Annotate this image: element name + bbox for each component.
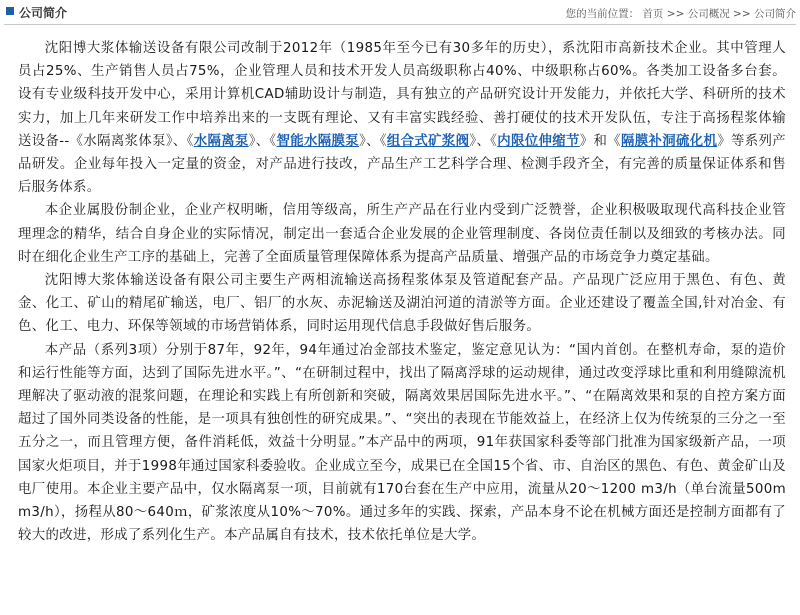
section-header <box>4 2 796 25</box>
breadcrumb-home-link[interactable]: 首页 <box>642 8 664 20</box>
product-link-vulcanizer[interactable]: 隔膜补洞硫化机 <box>621 133 718 149</box>
product-link-smart-diaphragm-pump[interactable]: 智能水隔膜泵 <box>276 133 360 149</box>
management-paragraph: 本企业属股份制企业，企业产权明晰，信用等级高，所生产产品在行业内受到广泛赞誉，企业积极吸取现代高科技企业管理理念的精华，结合自身企业的实际情况，制定出一套适合企业发展的企业管理制度、各岗位责任制以及细致的考核办法。同时在细化企业生产工序的基础上，完善了全面质量管理保障体系为提高产品质量、增强产品的市场竞争力奠定基础。 <box>18 203 786 265</box>
breadcrumb-current: 公司简介 <box>754 8 796 20</box>
breadcrumb-separator: >> <box>729 8 754 20</box>
page-title: 公司简介 <box>19 6 68 20</box>
products-paragraph: 沈阳博大浆体输送设备有限公司主要生产两相流输送高扬程浆体泵及管道配套产品。产品现广泛应用于黑色、有色、黄金、化工、矿山的精尾矿输送，电厂、铝厂的水灰、赤泥输送及湖泊河道的清淤等方面。企业还建设了覆盖全国,针对冶金、有色、化工、电力、环保等领域的市场营销体系，同时运用现代信息手段做好售后服务。 <box>18 273 786 335</box>
intro-paragraph <box>18 37 786 199</box>
product-link-expansion-joint[interactable]: 内限位伸缩节 <box>497 133 580 149</box>
intro-text: 》和《 <box>579 133 622 149</box>
company-profile-content <box>0 25 800 547</box>
intro-text: 》、《 <box>359 133 387 149</box>
intro-text: 》等系列产品研发。企业每年投入一定量的资金，对产品进行技改，产品生产工艺科学合理、检测手段齐全，有完善的质量保证体系和售后服务体系。 <box>18 133 787 196</box>
section-bullet-icon <box>6 7 14 15</box>
breadcrumb-separator: >> <box>663 8 688 20</box>
intro-text: 》、《 <box>248 133 277 149</box>
breadcrumb <box>566 6 796 21</box>
breadcrumb-overview-link[interactable]: 公司概况 <box>687 8 730 20</box>
product-link-slurry-valve[interactable]: 组合式矿浆阀 <box>386 133 470 149</box>
product-link-water-isolation-pump[interactable]: 水隔离泵 <box>193 133 249 149</box>
intro-text: 》、《 <box>469 133 498 149</box>
breadcrumb-prefix: 您的当前位置： <box>565 8 640 20</box>
intro-text: 沈阳博大浆体输送设备有限公司改制于2012年（1985年至今已有30多年的历史），系沈阳市高新技术企业。其中管理人员占25%、生产销售人员占75%，企业管理人员和技术开发人员高级职称占40%、中级职称占60%。各类加工设备多台套。设有专业级科技开发中心，采用计算机CAD辅助设计与制造，具有独立的产品研究设计开发能力，并依托大学、科研所的技术实力，加上几年来研发工作中培养出来的一支既有理论、又有丰富实践经验、善打硬仗的技术开发队伍，专注于高扬程浆体输送设备--《水隔离浆体泵》、《 <box>18 41 786 149</box>
achievements-paragraph: 本产品（系列3项）分别于87年，92年，94年通过冶金部技术鉴定，鉴定意见认为：“国内首创。在整机寿命，泵的造价和运行性能等方面，达到了国际先进水平。”、“在研制过程中，找出了隔离浮球的运动规律，通过改变浮球比重和利用缝隙流机理解决了驱动液的混浆问题，在理论和实践上有所创新和突破，隔离效果居国际先进水平。”、“在隔离效果和泵的自控方案方面超过了国外同类设备的性能，是一项具有独创性的研究成果。”、“突出的表现在节能效益上，在经济上仅为传统泵的三分之一至五分之一，而且管理方便，备件消耗低，效益十分明显。”本产品中的两项，91年获国家科委等部门批准为国家级新产品，一项国家火炬项目，并于1998年通过国家科委验收。企业成立至今，成果已在全国15个省、市、自治区的黑色、有色、黄金矿山及电厂使用。本企业主要产品中，仅水隔离泵一项，目前就有170台套在生产中应用，流量从20～1200 m3/h（单台流量500m m3/h），扬程从80～640ｍ，矿浆浓度从10%～70%。通过多年的实践、探索，产品本身不论在机械方面还是控制方面都有了较大的改进，形成了系列化生产。本产品属自有技术，技术依托单位是大学。 <box>18 342 786 544</box>
